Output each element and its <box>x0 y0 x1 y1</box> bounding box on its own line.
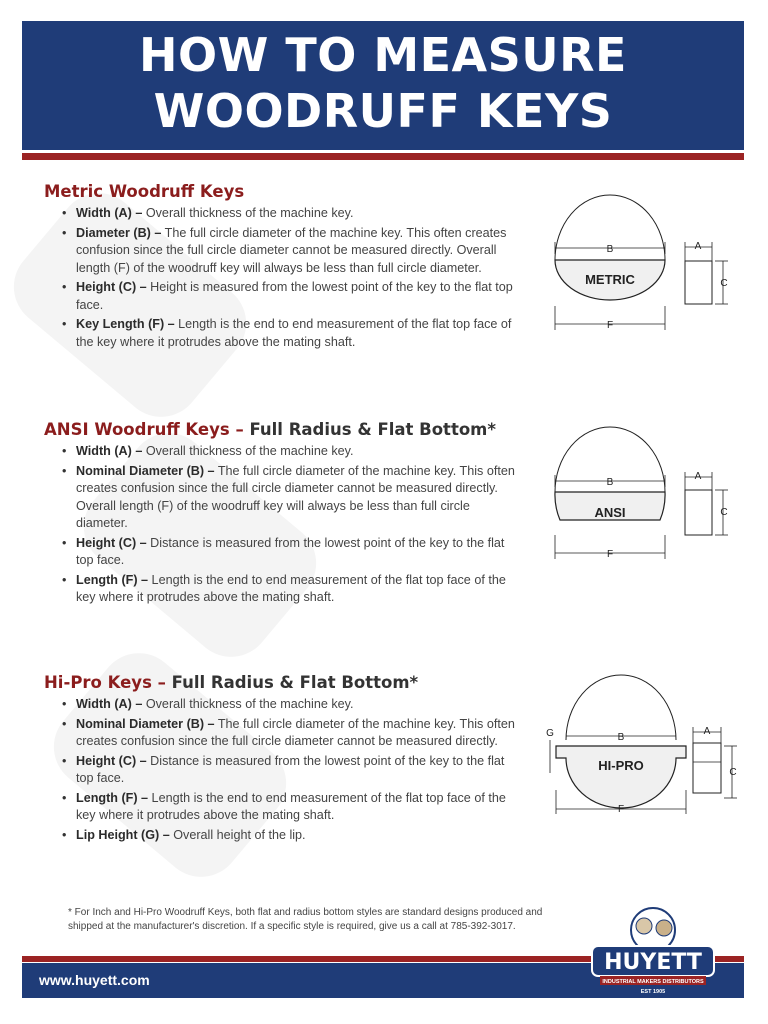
dim-c-label: C <box>729 767 737 778</box>
list-item: • Nominal Diameter (B) – The full circle diameter of the machine key. This often creates confusion since the full circle diameter cannot be measured directly. Overall length (F) of the woodruff key will always be less than full circle diameter. <box>62 463 524 533</box>
website-link[interactable]: www.huyett.com <box>39 972 150 988</box>
huyett-logo <box>586 900 720 1000</box>
list-item: • Diameter (B) – The full circle diameter of the machine key. This often creates confusion since the full circle diameter cannot be measured directly. Overall length (F) of the woodruff key will always be less than full circle diameter. <box>62 225 524 278</box>
hipro-key-diagram <box>540 670 745 825</box>
key-type-label: HI-PRO <box>598 758 644 773</box>
list-item: • Height (C) – Distance is measured from the lowest point of the key to the flat top face. <box>62 535 524 570</box>
page-title: HOW TO MEASURE WOODRUFF KEYS <box>139 28 627 138</box>
section-title: Hi-Pro Keys – Full Radius & Flat Bottom* <box>44 673 419 692</box>
list-item: • Height (C) – Distance is measured from the lowest point of the key to the flat top face. <box>62 753 524 788</box>
dim-f-label: F <box>606 549 614 560</box>
logo-name: HUYETT <box>604 950 702 975</box>
page-header <box>22 21 744 150</box>
spec-list <box>62 205 524 351</box>
list-item: • Height (C) – Height is measured from the lowest point of the key to the flat top face. <box>62 279 524 314</box>
list-item: • Length (F) – Length is the end to end measurement of the flat top face of the key where it protrudes above the mating shaft. <box>62 572 524 607</box>
footnote: * For Inch and Hi-Pro Woodruff Keys, both flat and radius bottom styles are standard designs produced and shipped at the manufacturer's discretion. If a specific style is required, give us a call at 785-392-3017. <box>68 907 543 932</box>
list-item: • Length (F) – Length is the end to end measurement of the flat top face of the key where it protrudes above the mating shaft. <box>62 790 524 825</box>
list-item: • Key Length (F) – Length is the end to end measurement of the flat top face of the key where it protrudes above the mating shaft. <box>62 316 524 351</box>
section-title: ANSI Woodruff Keys – Full Radius & Flat Bottom* <box>44 420 496 439</box>
dim-g-label: G <box>546 728 554 739</box>
logo-tagline: INDUSTRIAL MAKERS DISTRIBUTORS <box>602 979 704 985</box>
dim-b-label: B <box>606 477 614 488</box>
list-item: • Width (A) – Overall thickness of the machine key. <box>62 205 524 223</box>
dim-a-label: A <box>694 471 702 482</box>
spec-list <box>62 696 524 844</box>
list-item: • Width (A) – Overall thickness of the machine key. <box>62 443 524 461</box>
dim-c-label: C <box>720 278 728 289</box>
dim-f-label: F <box>617 804 625 815</box>
logo-est: EST 1905 <box>640 989 666 995</box>
dim-b-label: B <box>617 732 625 743</box>
metric-key-diagram <box>545 190 745 340</box>
ansi-key-diagram <box>545 420 745 570</box>
list-item: • Lip Height (G) – Overall height of the lip. <box>62 827 524 845</box>
section-hipro <box>44 673 524 846</box>
dim-a-label: A <box>703 726 711 737</box>
dim-a-label: A <box>694 241 702 252</box>
section-metric <box>44 182 524 353</box>
dim-f-label: F <box>606 320 614 331</box>
dim-c-label: C <box>720 507 728 518</box>
dim-b-label: B <box>606 244 614 255</box>
key-type-label: METRIC <box>585 272 635 287</box>
header-divider <box>22 153 744 160</box>
section-ansi <box>44 420 524 609</box>
section-title: Metric Woodruff Keys <box>44 182 245 201</box>
list-item: • Width (A) – Overall thickness of the machine key. <box>62 696 524 714</box>
spec-list <box>62 443 524 607</box>
list-item: • Nominal Diameter (B) – The full circle diameter of the machine key. This often creates confusion since the full circle diameter cannot be measured directly. <box>62 716 524 751</box>
key-type-label: ANSI <box>594 505 626 520</box>
